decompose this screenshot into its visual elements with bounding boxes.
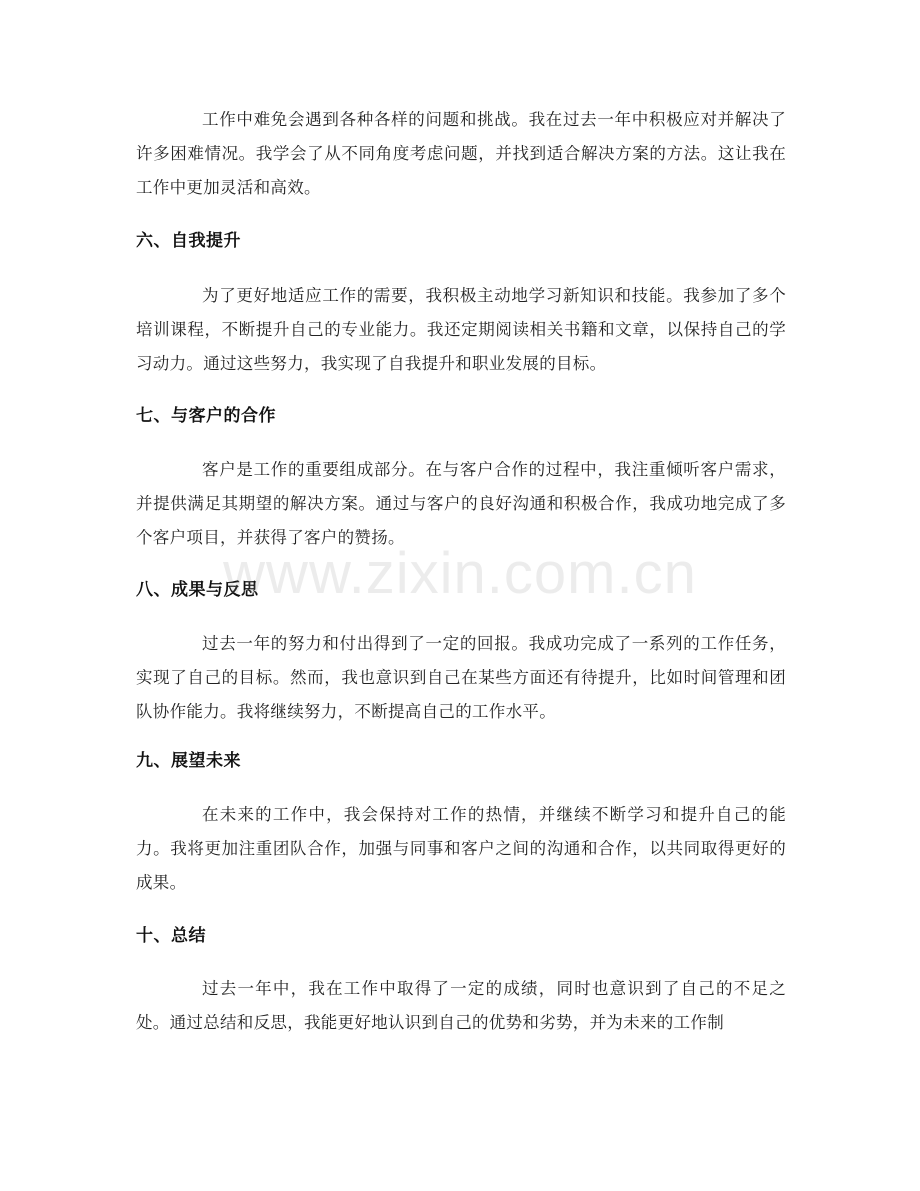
section-10-heading: 十、总结 xyxy=(136,926,206,946)
section-7-body xyxy=(136,453,786,555)
section-6 xyxy=(136,226,786,256)
section-10-body xyxy=(136,972,786,1040)
section-9 xyxy=(136,746,786,776)
section-6-body xyxy=(136,279,786,381)
section-9-paragraph: 在未来的工作中，我会保持对工作的热情，并继续不断学习和提升自己的能力。我将更加注重团队合作，加强与同事和客户之间的沟通和合作，以共同取得更好的成果。 xyxy=(136,805,786,892)
watermark: www.zixin.com.cn xyxy=(223,541,697,606)
section-8 xyxy=(136,575,786,605)
section-9-body xyxy=(136,798,786,900)
section-7 xyxy=(136,401,786,431)
section-8-heading: 八、成果与反思 xyxy=(136,580,259,600)
intro-paragraph: 工作中难免会遇到各种各样的问题和挑战。我在过去一年中积极应对并解决了许多困难情况。我学会了从不同角度考虑问题，并找到适合解决方案的方法。这让我在工作中更加灵活和高效。 xyxy=(136,110,786,197)
section-9-heading: 九、展望未来 xyxy=(136,751,241,771)
section-8-body xyxy=(136,627,786,729)
section-6-paragraph: 为了更好地适应工作的需要，我积极主动地学习新知识和技能。我参加了多个培训课程，不断提升自己的专业能力。我还定期阅读相关书籍和文章，以保持自己的学习动力。通过这些努力，我实现了自我提升和职业发展的目标。 xyxy=(136,286,786,373)
section-10-paragraph: 过去一年中，我在工作中取得了一定的成绩，同时也意识到了自己的不足之处。通过总结和反思，我能更好地认识到自己的优势和劣势，并为未来的工作制 xyxy=(136,979,786,1032)
section-6-heading: 六、自我提升 xyxy=(136,231,241,251)
section-8-paragraph: 过去一年的努力和付出得到了一定的回报。我成功完成了一系列的工作任务，实现了自己的目标。然而，我也意识到自己在某些方面还有待提升，比如时间管理和团队协作能力。我将继续努力，不断提高自己的工作水平。 xyxy=(136,634,786,721)
intro-section xyxy=(136,103,786,205)
section-7-paragraph: 客户是工作的重要组成部分。在与客户合作的过程中，我注重倾听客户需求，并提供满足其期望的解决方案。通过与客户的良好沟通和积极合作，我成功地完成了多个客户项目，并获得了客户的赞扬。 xyxy=(136,460,786,547)
section-10 xyxy=(136,921,786,951)
section-7-heading: 七、与客户的合作 xyxy=(136,406,276,426)
